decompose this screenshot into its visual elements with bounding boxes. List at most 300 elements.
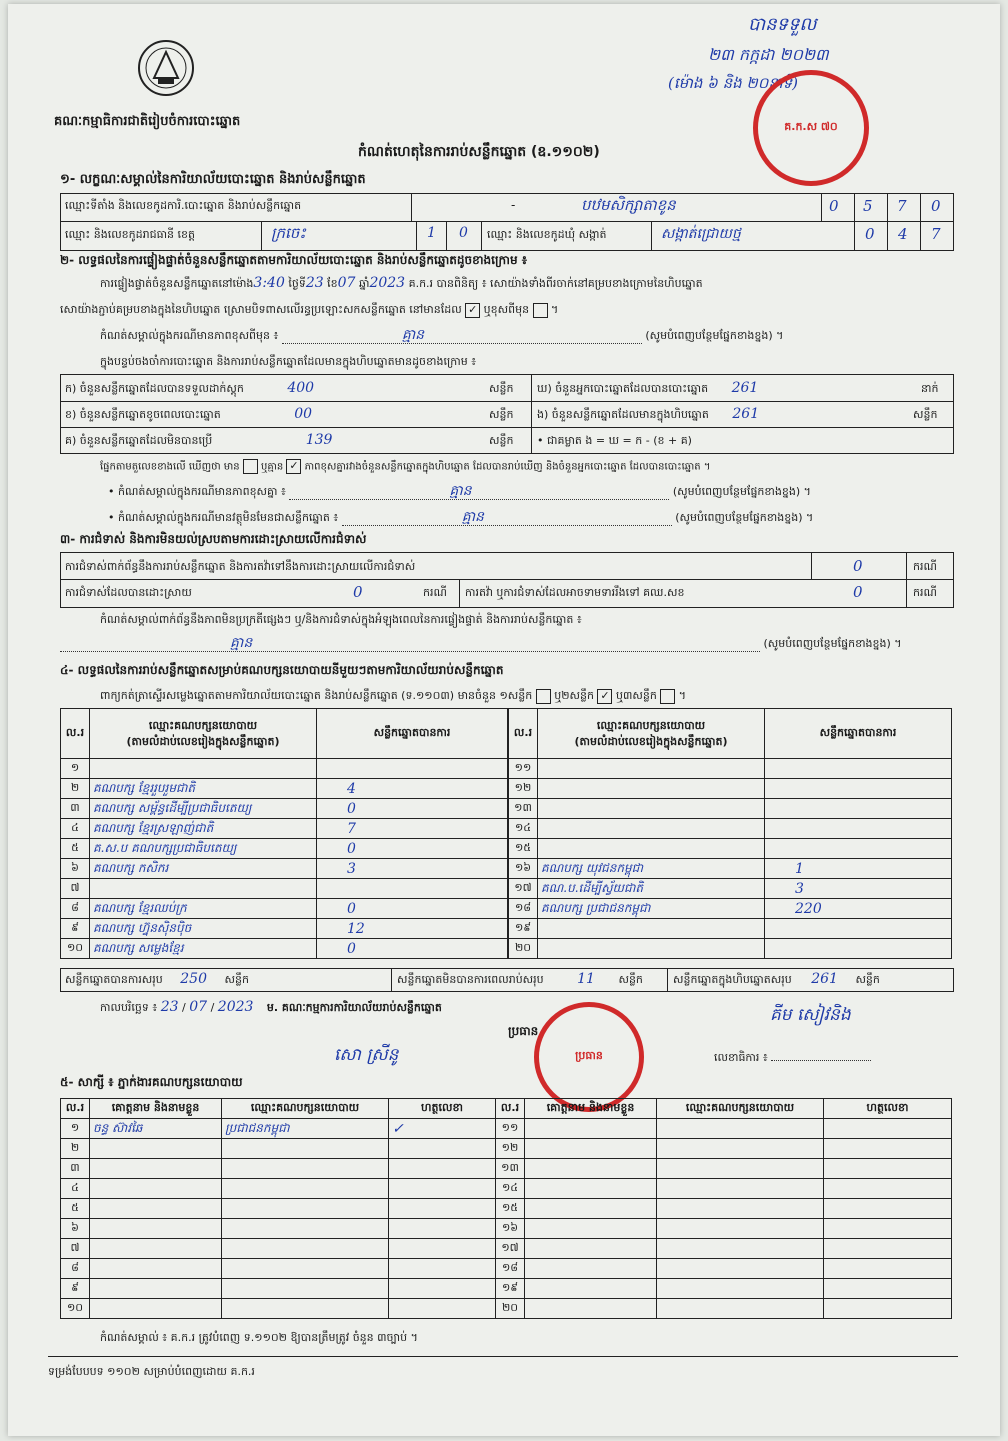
commune-label: ឈ្មោះ និងលេខកូដឃុំ សង្កាត់ (487, 228, 607, 241)
total-valid-label: សន្លឹកឆ្នោតបានការសរុប (65, 973, 163, 986)
result-no: ១០ (61, 939, 90, 959)
location-code-digit: 7 (897, 197, 907, 215)
objections-label: ការជំទាស់ពាក់ព័ន្ធនឹងការរាប់សន្លឹកឆ្នោត និងការតវ៉ាទៅនឹងការដោះស្រាយលើការជំទាស់ (65, 560, 416, 573)
results-table-left (60, 708, 508, 959)
result-votes (317, 759, 508, 779)
witness-name (90, 1219, 222, 1239)
result-votes: 0 (317, 839, 508, 859)
location-code-digit: 0 (931, 197, 941, 215)
col-party-header (90, 709, 317, 759)
section-1-heading: ១- លក្ខណៈសម្គាល់នៃការិយាល័យបោះឆ្នោត និងរាប់សន្លឹកឆ្នោត (60, 172, 366, 187)
col-no-header: ល.រ (509, 709, 538, 759)
difference-note-line (108, 484, 811, 500)
witness-no: ២០ (496, 1299, 525, 1319)
result-no: ៤ (61, 819, 90, 839)
seal-note-label: កំណត់សម្គាល់ក្នុងករណីមានភាពខុសពីមុន ៖ (100, 329, 279, 342)
resolved-label: ការជំទាស់ដែលបានដោះស្រាយ (65, 586, 192, 599)
result-no: ១៧ (509, 879, 538, 899)
result-votes (765, 819, 952, 839)
resolved-value: 0 (353, 583, 363, 601)
result-party: គណ.ប.ដើម្បីស្វ័យជាតិ (538, 879, 765, 899)
total-in-box-value: 261 (811, 971, 838, 987)
result-party (538, 779, 765, 799)
witness-party (657, 1159, 824, 1179)
difference-note-suffix: (សូមបំពេញបន្ថែមផ្នែកខាងខ្នង) ។ (672, 485, 811, 498)
witness-name (90, 1199, 222, 1219)
result-row (509, 759, 952, 779)
result-party: គណបក្ស យុវជនកម្ពុជា (538, 859, 765, 879)
witness-name (525, 1279, 657, 1299)
difference-rest: ភាពខុសគ្នារវាងចំនួនសន្លឹកឆ្នោតក្នុងហិបឆ្នោត ដែលបានរាប់ឃើញ និងចំនួនអ្នកបោះឆ្នោត ដែលបានបោះឆ្នោត ។ (304, 461, 711, 473)
witness-col-name: គោត្តនាម និងនាមខ្លួន (525, 1099, 657, 1119)
witness-no: ១៧ (496, 1239, 525, 1259)
commune-value: សង្កាត់ជ្រោយថ្ម (661, 226, 741, 242)
non-ballot-note-value: គ្មាន (461, 509, 484, 525)
witness-no: ១០ (61, 1299, 90, 1319)
col-votes-header: សន្លឹកឆ្នោតបានការ (317, 709, 508, 759)
difference-note-label: • កំណត់សម្គាល់ក្នុងករណីមានភាពខុសគ្នា ៖ (108, 485, 286, 498)
witness-row (61, 1219, 952, 1239)
seal-note-line (100, 328, 783, 344)
result-party: គណបក្ស ខ្មែររួបរួមជាតិ (90, 779, 317, 799)
org-name: គណៈកម្មាធិការជាតិរៀបចំការបោះឆ្នោត (54, 114, 241, 129)
witness-name (90, 1239, 222, 1259)
witness-signature (824, 1199, 952, 1219)
unit-label: ករណី (913, 560, 937, 573)
voters-voted (537, 381, 758, 396)
witness-signature (824, 1139, 952, 1159)
witness-table (60, 1098, 952, 1319)
verify-year: 2023 (369, 275, 406, 291)
witness-party (222, 1239, 389, 1259)
stamp-chair-text: ប្រធាន (575, 1049, 603, 1062)
witness-name (525, 1179, 657, 1199)
witness-row (61, 1159, 952, 1179)
result-no: ១១ (509, 759, 538, 779)
province-code-digit: 0 (459, 225, 468, 241)
witness-name: ចន្ធ ស៊ាវឆៃ (90, 1119, 222, 1139)
official-stamp-chair (534, 1002, 644, 1112)
location-code-digit: 5 (863, 197, 873, 215)
witness-col-party: ឈ្មោះគណបក្សនយោបាយ (222, 1099, 389, 1119)
seal-status-text: សោយ៉ាងភ្ជាប់គម្របខាងក្នុងនៃហិបឆ្នោត ស្រោមបិទពាសលើរន្ធប្រឡោះសកសន្លឹកឆ្នោត នៅមានដែល (60, 303, 462, 316)
difference-yes-label: ផ្នែកតាមតួលេខខាងលើ ឃើញថា មាន (100, 461, 240, 473)
totals-row (60, 968, 954, 992)
ballots-spoiled (65, 407, 312, 422)
section-5-heading: ៥- សាក្សី ៖ ភ្នាក់ងារគណបក្សនយោបាយ (60, 1075, 243, 1089)
location-dash: - (511, 198, 516, 212)
seal-intact-checkbox[interactable]: ✓ (465, 303, 480, 318)
nec-emblem-icon (136, 38, 196, 100)
witness-name (90, 1139, 222, 1159)
verification-line-1 (100, 276, 703, 291)
seal-changed-checkbox[interactable] (533, 303, 548, 318)
footnote: កំណត់សម្គាល់ ៖ គ.ក.រ ត្រូវបំពេញ ទ.១១០២ ឱ្យបានត្រឹមត្រូវ ចំនួន ៣ច្បាប់ ។ (100, 1331, 418, 1344)
witness-party (222, 1259, 389, 1279)
seal-note-suffix: (សូមបំពេញបន្ថែមផ្នែកខាងខ្នង) ។ (645, 329, 784, 342)
result-no: ១៦ (509, 859, 538, 879)
tally-sheet-1-checkbox[interactable] (536, 689, 551, 704)
received-note-line1: បានទទួល (748, 14, 817, 35)
date-day: 23 (160, 999, 179, 1015)
irregularity-note-value: គ្មាន (230, 635, 253, 651)
witness-signature (389, 1179, 496, 1199)
witness-name (90, 1179, 222, 1199)
result-votes: 1 (765, 859, 952, 879)
ballots-received-label: ក) ចំនួនសន្លឹកឆ្នោតដែលបានទទួលដាក់ស្តុក (65, 382, 244, 395)
seal-changed-label: ឬខុសពីមុន (483, 303, 530, 316)
result-no: ៥ (61, 839, 90, 859)
witness-party (657, 1199, 824, 1219)
ballots-unused-label: គ) ចំនួនសន្លឹកឆ្នោតដែលមិនបានប្រើ (65, 434, 213, 447)
witness-name (525, 1199, 657, 1219)
result-no: ១៣ (509, 799, 538, 819)
result-no: ១ (61, 759, 90, 779)
witness-no: ៥ (61, 1199, 90, 1219)
result-party (538, 839, 765, 859)
result-votes: 220 (765, 899, 952, 919)
witness-party: ប្រជាជនកម្ពុជា (222, 1119, 389, 1139)
witness-name (525, 1159, 657, 1179)
tally-sheet-2-checkbox[interactable]: ✓ (597, 689, 612, 704)
verify-month-label: ខែ (327, 277, 338, 290)
section-4-heading: ៤- លទ្ធផលនៃការរាប់សន្លឹកឆ្នោតសម្រាប់គណបក្សនយោបាយនីមួយៗតាមការិយាល័យរាប់សន្លឹកឆ្នោត (60, 663, 504, 677)
result-row (61, 919, 508, 939)
objections-box (60, 552, 954, 608)
ballots-unused (65, 433, 332, 448)
result-row (61, 799, 508, 819)
result-party: គណបក្ស សម្លេងខ្មែរ (90, 939, 317, 959)
witness-party (222, 1219, 389, 1239)
tally-sheet-2-label: ឬ២សន្លឹក (554, 689, 594, 702)
stamp-top-text: គ.ក.ស ៧០ (784, 120, 838, 133)
formula-note: • ជាគម្លាត ង = ឃ = ក - (ខ + គ) (537, 434, 692, 447)
unit-label: សន្លឹក (489, 434, 514, 447)
witness-signature (824, 1219, 952, 1239)
difference-line (100, 459, 710, 475)
voters-voted-label: ឃ) ចំនួនអ្នកបោះឆ្នោតដែលបានបោះឆ្នោត (537, 382, 709, 395)
unit-label: សន្លឹក (618, 973, 643, 986)
total-in-box-label: សន្លឹកឆ្នោតក្នុងហិបឆ្នោតសរុប (673, 973, 792, 986)
objections-value: 0 (853, 557, 863, 575)
total-valid (65, 972, 249, 987)
non-ballot-note-label: • កំណត់សម្គាល់ក្នុងករណីមានវត្ថុមិនមែនជាសន្លឹកឆ្នោត ៖ (108, 511, 339, 524)
col-votes-header: សន្លឹកឆ្នោតបានការ (765, 709, 952, 759)
footer-divider (48, 1356, 958, 1357)
signing-committee: ម. គណៈកម្មការការិយាល័យរាប់សន្លឹកឆ្នោត (266, 1001, 442, 1014)
results-table-right (508, 708, 952, 959)
result-votes (765, 939, 952, 959)
witness-party (222, 1199, 389, 1219)
witness-no: ២ (61, 1139, 90, 1159)
result-row (509, 879, 952, 899)
witness-signature (824, 1119, 952, 1139)
result-row (509, 939, 952, 959)
verify-line1-rest: គ.ក.រ បានពិនិត្យ ៖ សោយ៉ាងទាំងពីរចាក់នៅគម្របខាងក្រោមនៃហិបឆ្នោត (408, 277, 703, 290)
ballot-intro: ក្នុងបន្ទប់ចងចាំការបោះឆ្នោត និងការរាប់សន្លឹកឆ្នោតដែលមានក្នុងហិបឆ្នោតមានដូចខាងក្រោម ៖ (100, 355, 477, 368)
result-party (538, 919, 765, 939)
province-code-digit: 1 (427, 225, 436, 241)
difference-no-checkbox[interactable]: ✓ (286, 459, 301, 474)
witness-name (90, 1159, 222, 1179)
section-1-box (60, 193, 954, 251)
witness-row (61, 1279, 952, 1299)
commune-code-digit: 0 (865, 225, 875, 243)
total-in-box (673, 972, 880, 987)
unit-label: ករណី (913, 586, 937, 599)
witness-party (222, 1279, 389, 1299)
chair-label: ប្រធាន (508, 1024, 539, 1038)
verify-time: 3:40 (253, 275, 285, 291)
witness-no: ១ (61, 1119, 90, 1139)
witness-party (222, 1159, 389, 1179)
result-no: ៧ (61, 879, 90, 899)
irregularity-note-line (60, 636, 902, 652)
commune-code-digit: 4 (898, 225, 908, 243)
result-votes (765, 799, 952, 819)
verify-day-label: ថ្ងៃទី (288, 277, 306, 290)
total-invalid (397, 972, 643, 987)
chair-signature-name: សោ ស្រីនូ (334, 1045, 399, 1065)
result-no: ៩ (61, 919, 90, 939)
result-row (509, 819, 952, 839)
received-note-line2: ២៣ កក្កដា ២០២៣ (708, 45, 829, 64)
result-row (509, 859, 952, 879)
witness-no: ១១ (496, 1119, 525, 1139)
col-party-title: ឈ្មោះគណបក្សនយោបាយ (596, 718, 706, 732)
province-label: ឈ្មោះ និងលេខកូដរាជធានី ខេត្ត (65, 228, 195, 241)
witness-no: ១៦ (496, 1219, 525, 1239)
secretary-label: លេខាធិការ ៖ (714, 1051, 768, 1064)
witness-signature (824, 1299, 952, 1319)
date-label: កាលបរិច្ឆេទ ៖ (100, 1001, 158, 1014)
witness-name (90, 1299, 222, 1319)
witness-signature (824, 1279, 952, 1299)
witness-col-name: គោត្តនាម និងនាមខ្លួន (90, 1099, 222, 1119)
ballots-in-box-label: ង) ចំនួនសន្លឹកឆ្នោតដែលមានក្នុងហិបឆ្នោត (537, 408, 709, 421)
witness-name (90, 1259, 222, 1279)
ballots-received-value: 400 (287, 380, 315, 396)
result-party (538, 799, 765, 819)
result-party: គណបក្ស ខ្មែរស្រឡាញ់ជាតិ (90, 819, 317, 839)
unit-label: សន្លឹក (489, 408, 514, 421)
verify-day: 23 (305, 275, 324, 291)
result-row (509, 919, 952, 939)
witness-col-signature: ហត្ថលេខា (389, 1099, 496, 1119)
result-no: ៣ (61, 799, 90, 819)
col-party-header (538, 709, 765, 759)
witness-party (657, 1259, 824, 1279)
result-no: ១២ (509, 779, 538, 799)
verify-month: 07 (337, 275, 356, 291)
result-row (509, 839, 952, 859)
result-no: ១៩ (509, 919, 538, 939)
result-row (61, 819, 508, 839)
unit-label: ករណី (423, 586, 447, 599)
difference-no-label: ឬគ្មាន (261, 461, 284, 473)
irregularity-note-suffix: (សូមបំពេញបន្ថែមផ្នែកខាងខ្នង) ។ (763, 637, 902, 650)
witness-col-party: ឈ្មោះគណបក្សនយោបាយ (657, 1099, 824, 1119)
right-signature-name: គីម សៀវនិង (770, 1005, 851, 1025)
witness-signature (824, 1159, 952, 1179)
witness-name (525, 1299, 657, 1319)
result-row (61, 879, 508, 899)
location-code-digit: 0 (829, 197, 839, 215)
witness-signature (389, 1239, 496, 1259)
official-stamp-top (753, 70, 869, 186)
result-party: គណបក្ស កសិករ (90, 859, 317, 879)
difference-yes-checkbox[interactable] (243, 459, 258, 474)
result-row (509, 799, 952, 819)
witness-no: ១៩ (496, 1279, 525, 1299)
witness-signature: ✓ (389, 1119, 496, 1139)
witness-party (657, 1219, 824, 1239)
result-votes: 3 (765, 879, 952, 899)
witness-name (525, 1219, 657, 1239)
result-row (61, 939, 508, 959)
total-invalid-label: សន្លឹកឆ្នោតមិនបានការពេលរាប់សរុប (397, 973, 544, 986)
witness-col-no: ល.រ (496, 1099, 525, 1119)
witness-party (657, 1139, 824, 1159)
result-no: ៦ (61, 859, 90, 879)
result-votes: 4 (317, 779, 508, 799)
col-party-subtitle: (តាមលំដាប់លេខរៀងក្នុងសន្លឹកឆ្នោត) (126, 734, 280, 748)
result-party (538, 939, 765, 959)
witness-signature (389, 1279, 496, 1299)
non-ballot-note-suffix: (សូមបំពេញបន្ថែមផ្នែកខាងខ្នង) ។ (675, 511, 814, 524)
witness-name (525, 1259, 657, 1279)
appeal-value: 0 (853, 583, 863, 601)
witness-party (657, 1119, 824, 1139)
result-party (90, 759, 317, 779)
witness-no: ១៣ (496, 1159, 525, 1179)
verify-year-label: ឆ្នាំ (358, 277, 370, 290)
witness-signature (389, 1219, 496, 1239)
ballots-spoiled-label: ខ) ចំនួនសន្លឹកឆ្នោតខូចពេលបោះឆ្នោត (65, 408, 221, 421)
col-no-header: ល.រ (61, 709, 90, 759)
section-3-heading: ៣- ការជំទាស់ និងការមិនយល់ស្របតាមការដោះស្រាយលើការជំទាស់ (60, 532, 367, 546)
witness-name (525, 1239, 657, 1259)
tally-sheet-3-checkbox[interactable] (660, 689, 675, 704)
tally-sheet-3-label: ឬ៣សន្លឹក (615, 689, 657, 702)
witness-signature (389, 1199, 496, 1219)
commune-code-digit: 7 (931, 225, 941, 243)
form-footer: ទម្រង់បែបបទ ១១០២ សម្រាប់បំពេញដោយ គ.ក.រ (48, 1365, 255, 1378)
witness-name (90, 1279, 222, 1299)
result-no: ៨ (61, 899, 90, 919)
verify-time-label: ការផ្ទៀងផ្ទាត់ចំនួនសន្លឹកឆ្នោតនៅម៉ោង (100, 277, 254, 290)
ballots-unused-value: 139 (305, 432, 333, 448)
witness-no: ៩ (61, 1279, 90, 1299)
witness-party (222, 1299, 389, 1319)
witness-col-signature: ហត្ថលេខា (824, 1099, 952, 1119)
result-party: គណបក្ស ខ្មែរឈប់ក្រ (90, 899, 317, 919)
location-label: ឈ្មោះទីតាំង និងលេខកូដការិ.បោះឆ្នោត និងរាប់សន្លឹកឆ្នោត (65, 199, 302, 212)
unit-label: សន្លឹក (913, 408, 938, 421)
non-ballot-note-line (108, 510, 813, 526)
result-no: ១៨ (509, 899, 538, 919)
result-party: គណបក្ស ប្រជាជនកម្ពុជា (538, 899, 765, 919)
result-row (61, 759, 508, 779)
result-votes (765, 759, 952, 779)
result-votes (765, 839, 952, 859)
verification-line-2: សោយ៉ាងភ្ជាប់គម្របខាងក្នុងនៃហិបឆ្នោត ស្រោមបិទពាសលើរន្ធប្រឡោះសកសន្លឹកឆ្នោត នៅមានដែល ✓ ឬខុសពីមុន ។ (60, 302, 559, 316)
date-year: 2023 (217, 999, 254, 1015)
ballot-count-box (60, 374, 954, 454)
witness-row (61, 1139, 952, 1159)
result-party: គ.ស.ប គណបក្សប្រជាធិបតេយ្យ (90, 839, 317, 859)
col-party-subtitle: (តាមលំដាប់លេខរៀងក្នុងសន្លឹកឆ្នោត) (574, 734, 728, 748)
tally-sheet-line: ពាក្យកត់ត្រាស្ទើរសម្លេងឆ្នោតតាមការិយាល័យបោះឆ្នោត និងរាប់សន្លឹកឆ្នោត (ទ.១១០៣) មានចំនួន ១សន្លឹក ឬ២សន្លឹក ✓ ឬ៣សន្លឹក ។ (100, 688, 687, 702)
difference-note-value: គ្មាន (449, 483, 472, 499)
irregularity-note-label: កំណត់សម្គាល់ពាក់ព័ន្ធនឹងភាពមិនប្រក្រតីផ្សេងៗ ឬ/និងការជំទាស់ក្នុងអំឡុងពេលនៃការផ្ទៀងផ្ទាត់ និងការរាប់សន្លឹកឆ្នោត ៖ (100, 613, 582, 626)
form-title: កំណត់ហេតុនៃការរាប់សន្លឹកឆ្នោត (ឧ.១១០២) (358, 144, 600, 160)
witness-col-no: ល.រ (61, 1099, 90, 1119)
secretary-line (714, 1050, 871, 1065)
voters-voted-value: 261 (731, 380, 759, 396)
result-votes (765, 779, 952, 799)
witness-no: ១៥ (496, 1199, 525, 1219)
witness-name (525, 1139, 657, 1159)
witness-row (61, 1199, 952, 1219)
result-votes: 0 (317, 939, 508, 959)
witness-no: ១២ (496, 1139, 525, 1159)
witness-row (61, 1299, 952, 1319)
date-month: 07 (189, 999, 208, 1015)
result-votes: 3 (317, 859, 508, 879)
ballots-in-box-value: 261 (732, 406, 760, 422)
received-note-line3: (ម៉ោង ៦ និង ២០នាទី) (668, 74, 799, 92)
witness-no: ៨ (61, 1259, 90, 1279)
witness-signature (824, 1179, 952, 1199)
result-votes: 0 (317, 899, 508, 919)
witness-name (525, 1119, 657, 1139)
result-no: ១៥ (509, 839, 538, 859)
witness-party (222, 1139, 389, 1159)
ballots-spoiled-value: 00 (294, 406, 313, 422)
ballots-received (65, 381, 314, 396)
province-value: ក្រចេះ (271, 224, 306, 242)
witness-party (657, 1279, 824, 1299)
witness-no: ៤ (61, 1179, 90, 1199)
appeal-label: ការតវ៉ា ឬការជំទាស់ដែលអាចទាមទាររឹងទៅ គឈ.សខ (465, 586, 685, 599)
unit-label: សន្លឹក (855, 973, 880, 986)
unit-label: សន្លឹក (489, 382, 514, 395)
witness-no: ៧ (61, 1239, 90, 1259)
witness-party (657, 1179, 824, 1199)
result-row (61, 899, 508, 919)
result-row (61, 839, 508, 859)
total-valid-value: 250 (180, 971, 207, 987)
result-no: ១៤ (509, 819, 538, 839)
result-no: ២០ (509, 939, 538, 959)
result-party (538, 759, 765, 779)
result-votes: 7 (317, 819, 508, 839)
tally-sheet-1-label: ពាក្យកត់ត្រាស្ទើរសម្លេងឆ្នោតតាមការិយាល័យបោះឆ្នោត និងរាប់សន្លឹកឆ្នោត (ទ.១១០៣) មានចំនួន ១សន្លឹក (100, 689, 533, 702)
seal-note-value: គ្មាន (401, 327, 425, 343)
result-party: គណបក្ស សម្ព័ន្ធដើម្បីប្រជាធិបតេយ្យ (90, 799, 317, 819)
unit-label: នាក់ (921, 382, 939, 395)
col-party-title: ឈ្មោះគណបក្សនយោបាយ (148, 718, 258, 732)
result-votes: 0 (317, 799, 508, 819)
witness-signature (389, 1159, 496, 1179)
result-votes (765, 919, 952, 939)
witness-signature (389, 1299, 496, 1319)
result-party (538, 819, 765, 839)
result-row (61, 779, 508, 799)
witness-signature (824, 1259, 952, 1279)
result-row (509, 899, 952, 919)
